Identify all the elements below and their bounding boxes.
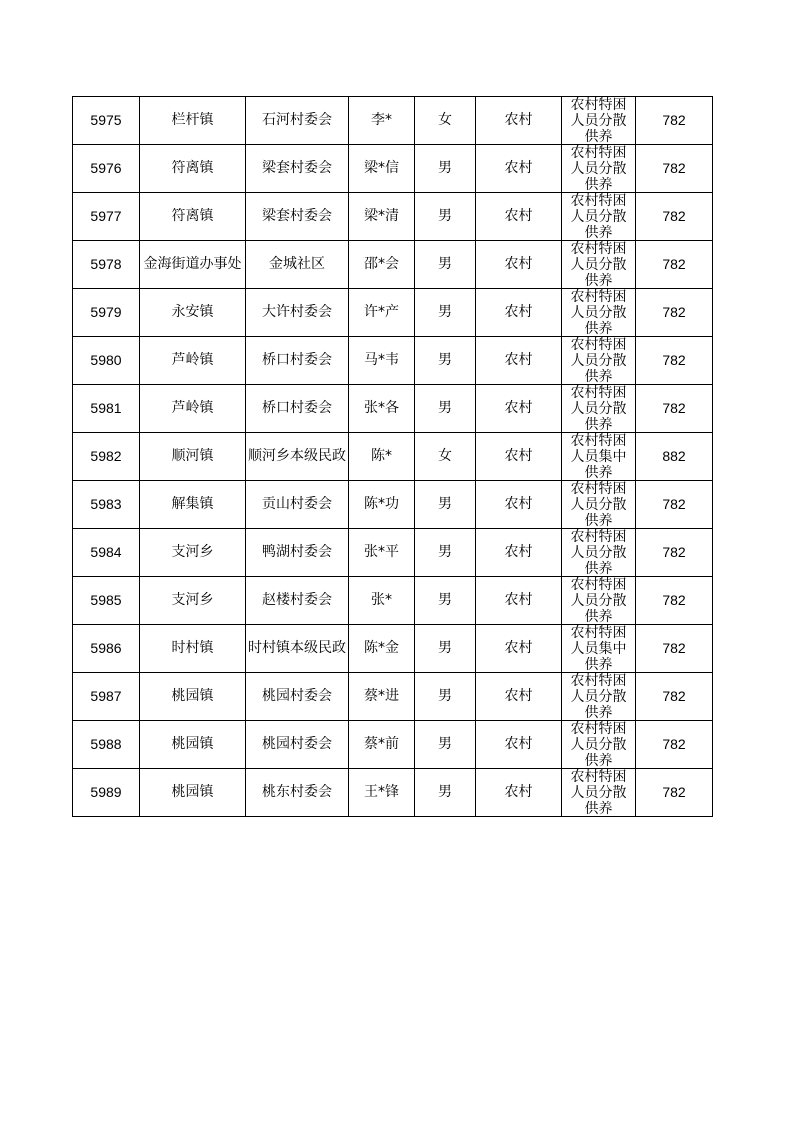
support-type-text: 农村特困人员分散供养 [570,193,627,240]
support-type-text: 农村特困人员分散供养 [570,145,627,192]
amount-cell: 782 [636,289,713,337]
unit-cell: 桥口村委会 [246,385,349,433]
support-type-text: 农村特困人员分散供养 [570,385,627,432]
gender-cell: 男 [415,721,476,769]
town-cell: 栏杆镇 [140,97,246,145]
support-type-cell [562,721,636,769]
table-row [73,625,713,673]
amount-cell: 782 [636,385,713,433]
table-row [73,577,713,625]
unit-cell: 桥口村委会 [246,337,349,385]
person-name-cell: 张* [349,577,415,625]
town-cell: 支河乡 [140,577,246,625]
amount-cell: 782 [636,337,713,385]
town-cell: 符离镇 [140,193,246,241]
town-cell: 时村镇 [140,625,246,673]
data-table [72,96,713,817]
table-row [73,673,713,721]
town-cell: 顺河镇 [140,433,246,481]
row-number-cell: 5977 [73,193,140,241]
person-name-cell: 张*平 [349,529,415,577]
support-type-text: 农村特困人员分散供养 [570,673,627,720]
person-name-cell: 蔡*前 [349,721,415,769]
unit-cell: 鸭湖村委会 [246,529,349,577]
unit-cell: 石河村委会 [246,97,349,145]
area-cell: 农村 [476,241,562,289]
area-cell: 农村 [476,769,562,817]
support-type-cell [562,193,636,241]
area-cell: 农村 [476,577,562,625]
table-row [73,145,713,193]
unit-cell: 贡山村委会 [246,481,349,529]
town-cell: 永安镇 [140,289,246,337]
support-type-cell [562,577,636,625]
table-row [73,481,713,529]
support-type-text: 农村特困人员分散供养 [570,721,627,768]
unit-cell: 桃东村委会 [246,769,349,817]
town-cell: 桃园镇 [140,721,246,769]
area-cell: 农村 [476,193,562,241]
support-type-text: 农村特困人员分散供养 [570,289,627,336]
table-row [73,193,713,241]
row-number-cell: 5988 [73,721,140,769]
unit-cell: 梁套村委会 [246,193,349,241]
area-cell: 农村 [476,97,562,145]
support-type-cell [562,673,636,721]
unit-cell: 大许村委会 [246,289,349,337]
support-type-cell [562,433,636,481]
amount-cell: 782 [636,769,713,817]
town-cell: 芦岭镇 [140,337,246,385]
person-name-cell: 陈*功 [349,481,415,529]
area-cell: 农村 [476,721,562,769]
town-cell: 解集镇 [140,481,246,529]
support-type-text: 农村特困人员分散供养 [570,577,627,624]
gender-cell: 男 [415,145,476,193]
unit-cell: 顺河乡本级民政 [246,433,349,481]
amount-cell: 782 [636,577,713,625]
town-cell: 桃园镇 [140,769,246,817]
town-cell: 芦岭镇 [140,385,246,433]
unit-cell: 时村镇本级民政 [246,625,349,673]
support-type-cell [562,625,636,673]
person-name-cell: 王*锋 [349,769,415,817]
area-cell: 农村 [476,289,562,337]
amount-cell: 782 [636,673,713,721]
person-name-cell: 陈*金 [349,625,415,673]
person-name-cell: 邵*会 [349,241,415,289]
table-row [73,97,713,145]
support-type-text: 农村特困人员集中供养 [570,433,627,480]
support-type-text: 农村特困人员集中供养 [570,625,627,672]
unit-cell: 桃园村委会 [246,721,349,769]
row-number-cell: 5982 [73,433,140,481]
area-cell: 农村 [476,433,562,481]
gender-cell: 男 [415,337,476,385]
amount-cell: 782 [636,625,713,673]
support-type-text: 农村特困人员分散供养 [570,337,627,384]
gender-cell: 女 [415,97,476,145]
row-number-cell: 5987 [73,673,140,721]
table-row [73,721,713,769]
support-type-cell [562,97,636,145]
table-row [73,529,713,577]
table-row [73,433,713,481]
amount-cell: 782 [636,721,713,769]
area-cell: 农村 [476,625,562,673]
support-type-cell [562,529,636,577]
row-number-cell: 5978 [73,241,140,289]
gender-cell: 男 [415,529,476,577]
support-type-text: 农村特困人员分散供养 [570,529,627,576]
amount-cell: 782 [636,97,713,145]
amount-cell: 882 [636,433,713,481]
person-name-cell: 马*韦 [349,337,415,385]
support-type-cell [562,241,636,289]
row-number-cell: 5986 [73,625,140,673]
row-number-cell: 5985 [73,577,140,625]
area-cell: 农村 [476,529,562,577]
unit-cell: 梁套村委会 [246,145,349,193]
area-cell: 农村 [476,673,562,721]
row-number-cell: 5984 [73,529,140,577]
support-type-cell [562,145,636,193]
unit-cell: 桃园村委会 [246,673,349,721]
person-name-cell: 李* [349,97,415,145]
area-cell: 农村 [476,481,562,529]
row-number-cell: 5989 [73,769,140,817]
gender-cell: 女 [415,433,476,481]
amount-cell: 782 [636,529,713,577]
gender-cell: 男 [415,673,476,721]
gender-cell: 男 [415,577,476,625]
support-type-text: 农村特困人员分散供养 [570,241,627,288]
gender-cell: 男 [415,625,476,673]
support-type-cell [562,769,636,817]
area-cell: 农村 [476,337,562,385]
row-number-cell: 5980 [73,337,140,385]
support-type-cell [562,289,636,337]
town-cell: 符离镇 [140,145,246,193]
table-row [73,241,713,289]
person-name-cell: 许*产 [349,289,415,337]
town-cell: 金海街道办事处 [140,241,246,289]
support-type-cell [562,385,636,433]
person-name-cell: 张*各 [349,385,415,433]
row-number-cell: 5981 [73,385,140,433]
row-number-cell: 5979 [73,289,140,337]
support-type-text: 农村特困人员分散供养 [570,97,627,144]
person-name-cell: 梁*清 [349,193,415,241]
gender-cell: 男 [415,241,476,289]
area-cell: 农村 [476,385,562,433]
amount-cell: 782 [636,241,713,289]
table-row [73,385,713,433]
table-row [73,337,713,385]
row-number-cell: 5983 [73,481,140,529]
town-cell: 支河乡 [140,529,246,577]
table-row [73,769,713,817]
table-row [73,289,713,337]
amount-cell: 782 [636,481,713,529]
table-body [73,97,713,817]
gender-cell: 男 [415,289,476,337]
amount-cell: 782 [636,193,713,241]
person-name-cell: 梁*信 [349,145,415,193]
town-cell: 桃园镇 [140,673,246,721]
amount-cell: 782 [636,145,713,193]
support-type-text: 农村特困人员分散供养 [570,481,627,528]
person-name-cell: 蔡*进 [349,673,415,721]
gender-cell: 男 [415,769,476,817]
support-type-cell [562,337,636,385]
unit-cell: 赵楼村委会 [246,577,349,625]
gender-cell: 男 [415,385,476,433]
area-cell: 农村 [476,145,562,193]
support-type-text: 农村特困人员分散供养 [570,769,627,816]
unit-cell: 金城社区 [246,241,349,289]
row-number-cell: 5976 [73,145,140,193]
support-type-cell [562,481,636,529]
person-name-cell: 陈* [349,433,415,481]
row-number-cell: 5975 [73,97,140,145]
gender-cell: 男 [415,193,476,241]
gender-cell: 男 [415,481,476,529]
